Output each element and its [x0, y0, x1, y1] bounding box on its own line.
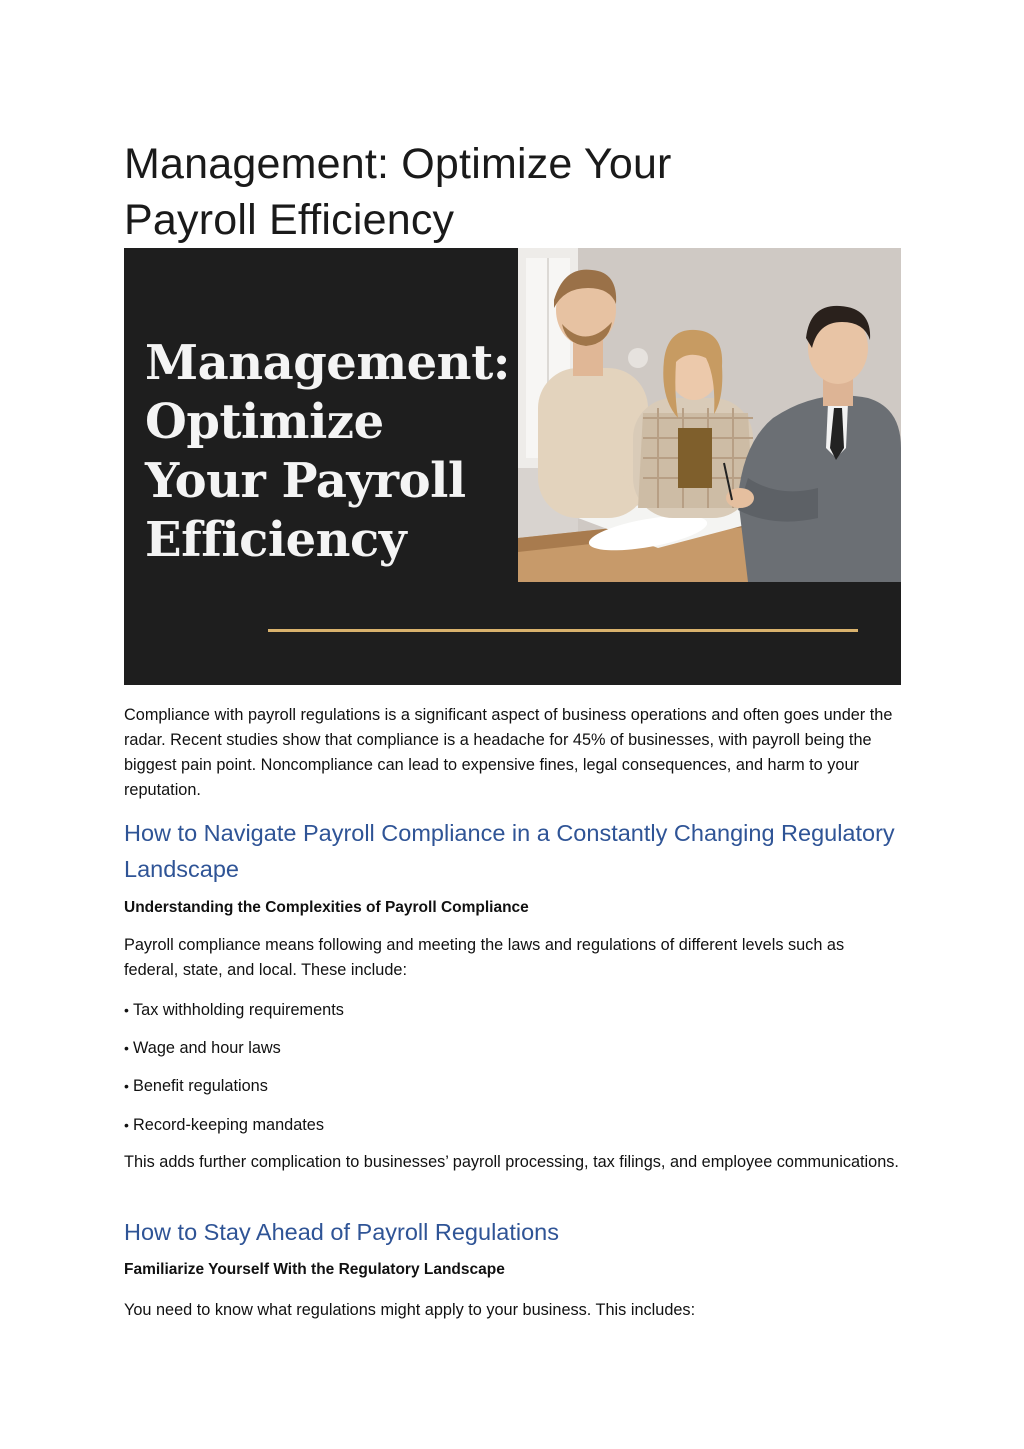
closing-paragraph: This adds further complication to businesses’ payroll processing, tax filings, and employee communications.	[124, 1153, 899, 1171]
hero-title-line-2: Optimize	[145, 394, 384, 450]
hero-banner-image	[124, 248, 901, 685]
section-heading-stay-ahead: How to Stay Ahead of Payroll Regulations	[124, 1219, 560, 1245]
subheading-complexities: Understanding the Complexities of Payroll Compliance	[124, 899, 529, 916]
hero-photo-team-meeting	[518, 248, 901, 582]
hero-title-line-4: Efficiency	[145, 512, 407, 568]
bullet-icon: •	[124, 1002, 129, 1018]
list-item	[124, 999, 902, 1021]
hero-title-line-1: Management:	[145, 335, 510, 391]
list-item-text: Tax withholding requirements	[133, 1001, 344, 1019]
compliance-paragraph: Payroll compliance means following and meeting the laws and regulations of different levels such as federal, state, and local. These include:	[124, 936, 845, 979]
bullet-icon: •	[124, 1078, 129, 1094]
bullet-icon: •	[124, 1040, 129, 1056]
list-item-text: Wage and hour laws	[133, 1039, 281, 1057]
document-title-line-2: Payroll Efficiency	[124, 196, 455, 244]
intro-paragraph: Compliance with payroll regulations is a significant aspect of business operations and often goes under the radar. Recent studies show that compliance is a headache for 45% of businesses, with payroll being the biggest pain point. Noncompliance can lead to expensive fines, legal consequences, and harm to your reputation.	[124, 706, 893, 799]
list-item-text: Record-keeping mandates	[133, 1116, 324, 1134]
list-item	[124, 1075, 902, 1097]
bullet-icon: •	[124, 1117, 129, 1133]
section-heading-payroll-compliance: How to Navigate Payroll Compliance in a Constantly Changing Regulatory Landscape	[124, 820, 895, 882]
regulations-paragraph: You need to know what regulations might apply to your business. This includes:	[124, 1301, 696, 1319]
list-item-text: Benefit regulations	[133, 1077, 268, 1095]
document-title	[124, 136, 902, 248]
subheading-regulatory-landscape: Familiarize Yourself With the Regulatory Landscape	[124, 1261, 505, 1278]
list-item	[124, 1037, 902, 1059]
hero-title	[145, 334, 525, 570]
document-title-line-1: Management: Optimize Your	[124, 140, 672, 188]
list-item	[124, 1114, 902, 1136]
hero-accent-divider	[268, 629, 858, 632]
hero-title-line-3: Your Payroll	[145, 453, 466, 509]
